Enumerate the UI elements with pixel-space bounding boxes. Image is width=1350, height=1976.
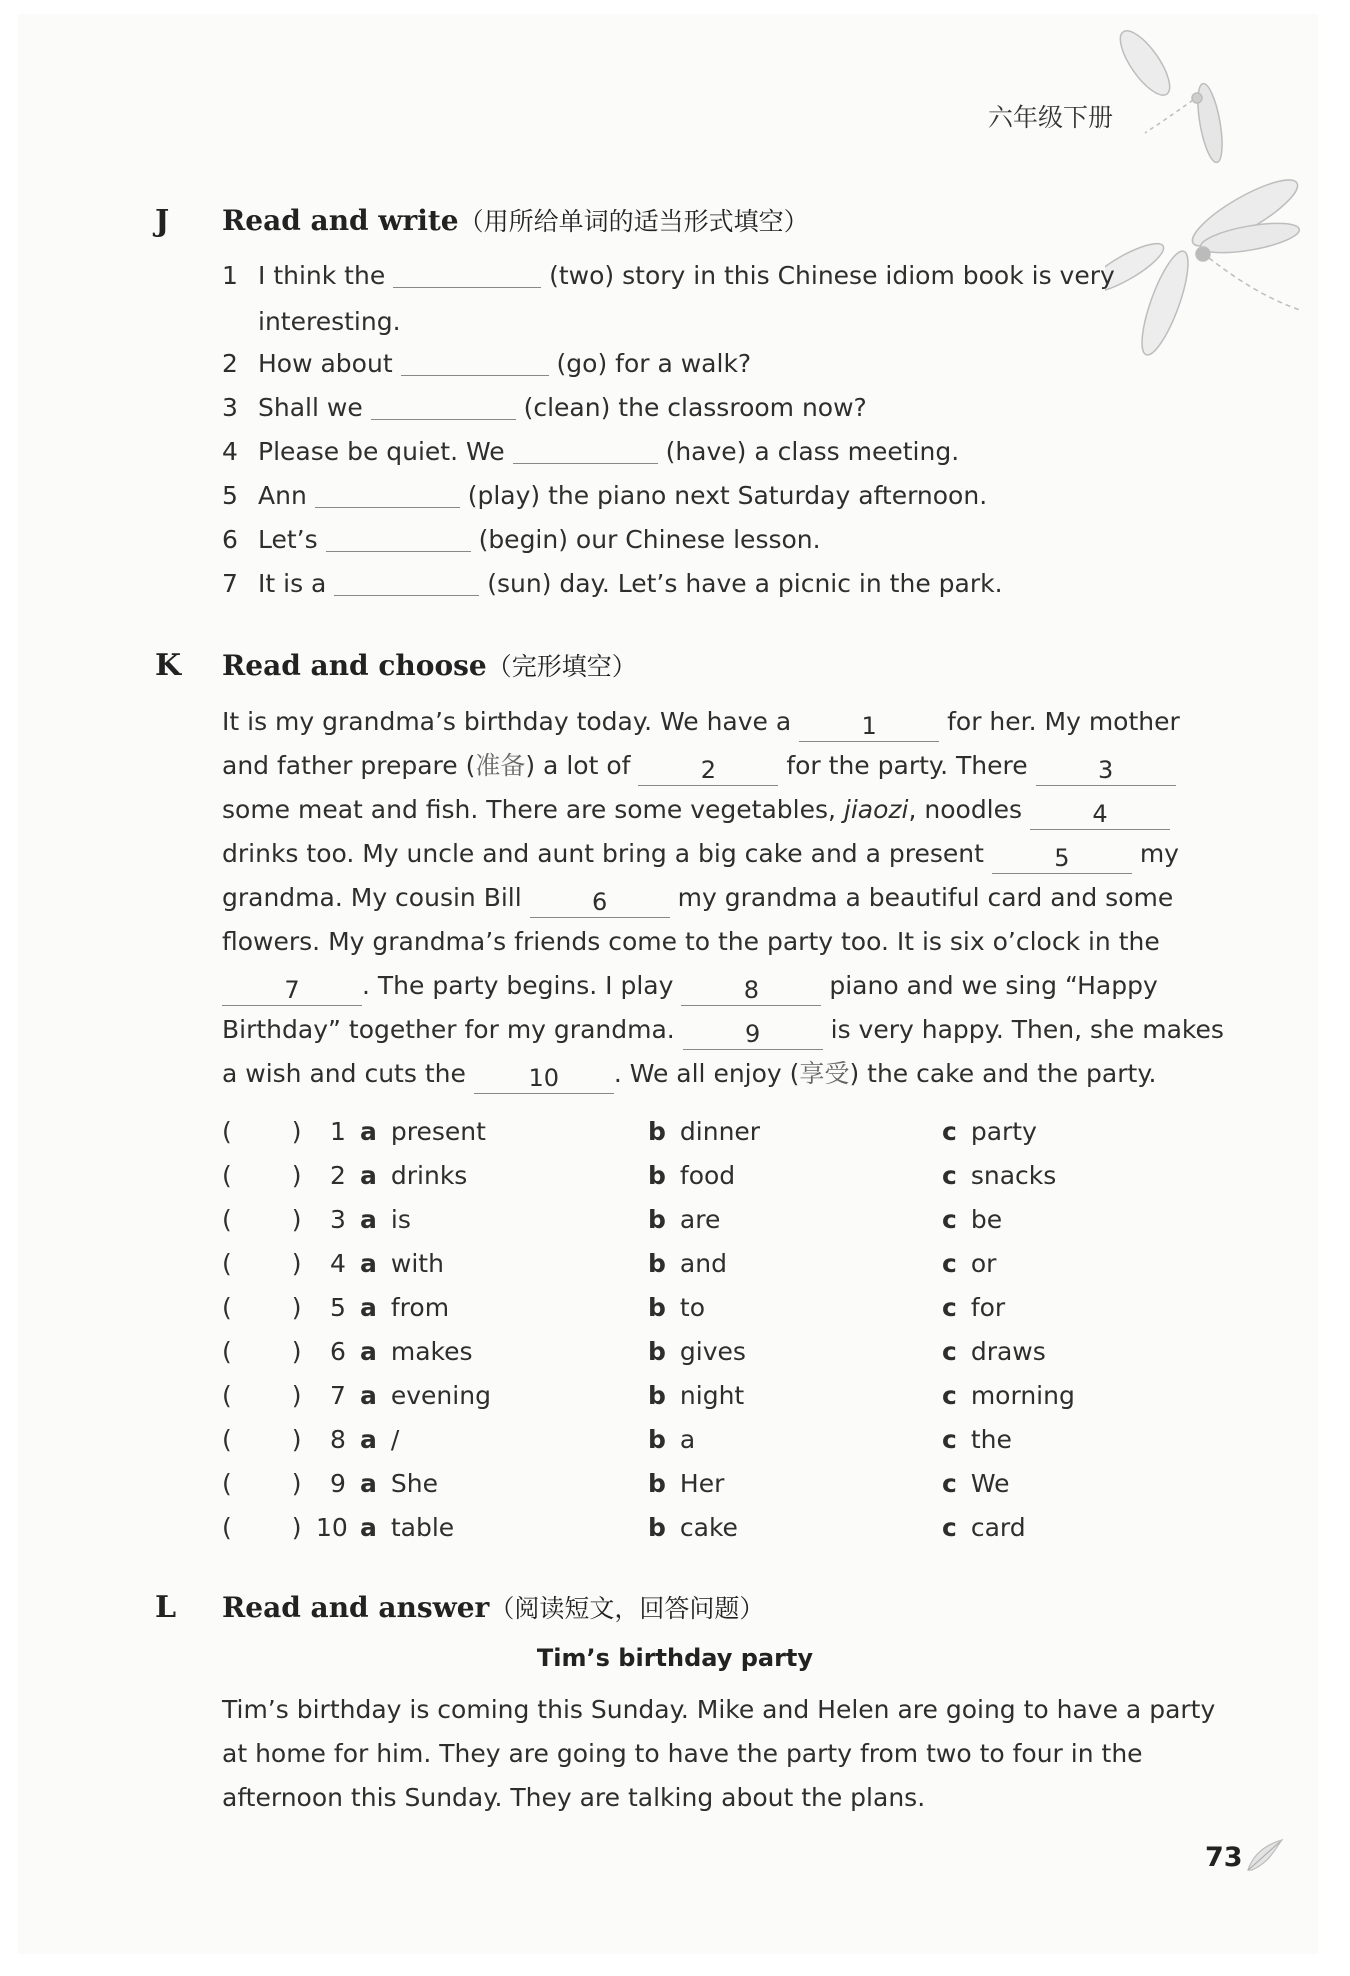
option-text: drinks [390,1161,468,1190]
answer-bracket[interactable]: ( ) [222,1205,302,1234]
passage-text: drinks too. My uncle and aunt bring a big cake and a present [222,839,984,868]
passage-line-2 [222,744,1176,788]
option-letter: a [360,1513,377,1542]
passage-text: grandma. My cousin Bill [222,883,522,912]
option-text: is [390,1205,411,1234]
answer-bracket[interactable]: ( ) [222,1425,302,1454]
answer-bracket[interactable]: ( ) [222,1293,302,1322]
section-l-title-en: Read and answer [222,1591,490,1624]
passage-text: ) the cake and the party. [849,1059,1157,1088]
answer-blank[interactable] [401,345,549,376]
option-letter: c [942,1117,957,1146]
choice-number: 9 [330,1469,346,1498]
answer-blank[interactable] [393,257,541,288]
option-letter: a [360,1249,377,1278]
passage-text: . We all enjoy ( [613,1059,800,1088]
section-j-letter: J [155,204,170,239]
answer-bracket[interactable]: ( ) [222,1337,302,1366]
choice-number: 6 [330,1337,346,1366]
option-b[interactable] [648,1110,760,1154]
option-a[interactable] [360,1462,438,1506]
item-text: Please be quiet. We [258,437,505,466]
option-text: are [679,1205,721,1234]
cloze-blank[interactable]: 10 [474,1063,614,1094]
option-letter: c [942,1513,957,1542]
item-hint: (play) the piano next Saturday afternoon. [467,481,988,510]
section-l-title [222,1589,764,1625]
option-letter: a [360,1205,377,1234]
option-text: Her [679,1469,725,1498]
option-a[interactable] [360,1330,473,1374]
option-letter: b [648,1337,666,1366]
leaf-icon [1244,1838,1284,1874]
item-hint: (have) a class meeting. [665,437,960,466]
option-b[interactable] [648,1374,744,1418]
option-text: present [390,1117,486,1146]
choice-number: 2 [330,1161,346,1190]
passage-line-9 [222,1052,1157,1096]
option-letter: b [648,1425,666,1454]
exercise-j-7 [222,562,1003,606]
option-text: She [390,1469,438,1498]
option-c[interactable] [942,1462,1009,1506]
passage-line-8 [222,1008,1224,1052]
option-text: to [679,1293,706,1322]
option-c[interactable] [942,1242,996,1286]
option-letter: b [648,1249,666,1278]
option-letter: c [942,1337,957,1366]
exercise-j-1 [222,254,1115,298]
item-number: 5 [222,481,238,510]
passage-text: , noodles [908,795,1023,824]
option-letter: c [942,1381,957,1410]
cloze-blank[interactable]: 7 [222,975,362,1006]
option-letter: b [648,1381,666,1410]
story-line: at home for him. They are going to have the party from two to four in the [222,1739,1143,1768]
option-text: food [679,1161,736,1190]
option-c[interactable] [942,1286,1005,1330]
item-text: Ann [258,481,307,510]
passage-gloss: 享受 [799,1059,850,1088]
option-text: the [970,1425,1012,1454]
option-c[interactable] [942,1506,1026,1550]
cloze-blank[interactable]: 3 [1036,755,1176,786]
option-letter: b [648,1205,666,1234]
page-number: 73 [1205,1842,1243,1873]
section-k-title [222,647,637,683]
option-text: snacks [970,1161,1057,1190]
option-letter: c [942,1293,957,1322]
passage-line-1 [222,700,1180,744]
option-text: draws [970,1337,1046,1366]
option-text: dinner [679,1117,761,1146]
option-a[interactable] [360,1242,444,1286]
item-number: 1 [222,261,238,290]
option-text: makes [390,1337,473,1366]
story-title: Tim’s birthday party [536,1644,814,1672]
option-c[interactable] [942,1330,1046,1374]
item-hint: (go) for a walk? [556,349,752,378]
choice-number: 4 [330,1249,346,1278]
exercise-j-5 [222,474,987,518]
answer-bracket[interactable]: ( ) [222,1117,302,1146]
option-c[interactable] [942,1110,1037,1154]
option-text: for [970,1293,1006,1322]
option-letter: a [360,1337,377,1366]
exercise-j-3 [222,386,867,430]
option-text: table [390,1513,455,1542]
section-j-title-cn: （用所给单词的适当形式填空） [458,207,809,236]
option-text: with [390,1249,444,1278]
passage-text: flowers. My grandma’s friends come to the party too. It is six o’clock in the [222,927,1160,956]
dragonfly-icon [1105,18,1315,368]
answer-blank[interactable] [513,433,658,464]
option-text: card [970,1513,1026,1542]
item-hint: (two) story in this Chinese idiom book is very [549,261,1115,290]
option-b[interactable] [648,1506,738,1550]
option-letter: b [648,1469,666,1498]
option-letter: b [648,1161,666,1190]
cloze-blank[interactable]: 4 [1030,799,1170,830]
option-letter: a [360,1469,377,1498]
option-a[interactable] [360,1198,411,1242]
item-number: 3 [222,393,238,422]
cloze-blank[interactable]: 2 [638,755,778,786]
item-number: 7 [222,569,238,598]
choice-number: 8 [330,1425,346,1454]
passage-text: for her. My mother [947,707,1180,736]
answer-bracket[interactable]: ( ) [222,1161,302,1190]
option-letter: a [360,1117,377,1146]
passage-text: my [1139,839,1179,868]
passage-text: Birthday” together for my grandma. [222,1015,675,1044]
answer-bracket[interactable]: ( ) [222,1469,302,1498]
passage-line-4 [222,832,1179,876]
option-text: night [679,1381,745,1410]
cloze-blank[interactable]: 8 [681,975,821,1006]
option-c[interactable] [942,1374,1075,1418]
answer-bracket[interactable]: ( ) [222,1513,302,1542]
cloze-blank[interactable]: 1 [799,711,939,742]
option-text: be [970,1205,1003,1234]
exercise-j-1-cont [258,300,401,344]
passage-text: piano and we sing “Happy [829,971,1158,1000]
option-a[interactable] [360,1154,467,1198]
option-letter: a [360,1425,377,1454]
option-text: gives [679,1337,746,1366]
answer-bracket[interactable]: ( ) [222,1249,302,1278]
option-text: party [970,1117,1037,1146]
exercise-j-4 [222,430,959,474]
passage-text: . The party begins. I play [362,971,674,1000]
option-a[interactable] [360,1286,449,1330]
option-letter: b [648,1293,666,1322]
option-letter: c [942,1425,957,1454]
passage-line-5 [222,876,1173,920]
section-k-letter: K [155,648,182,683]
option-text: evening [390,1381,491,1410]
item-hint: (begin) our Chinese lesson. [478,525,821,554]
option-b[interactable] [648,1198,720,1242]
option-b[interactable] [648,1154,735,1198]
option-a[interactable] [360,1418,399,1462]
section-k-title-cn: （完形填空） [486,652,637,681]
answer-blank[interactable] [326,521,471,552]
item-text: Shall we [258,393,363,422]
section-j-title [222,202,809,238]
choice-number: 3 [330,1205,346,1234]
option-letter: b [648,1513,666,1542]
passage-text: a wish and cuts the [222,1059,466,1088]
option-text: cake [679,1513,738,1542]
choice-number: 10 [316,1513,348,1542]
option-a[interactable] [360,1374,491,1418]
cloze-blank[interactable]: 6 [530,887,670,918]
option-text: We [970,1469,1010,1498]
option-letter: c [942,1469,957,1498]
option-letter: a [360,1293,377,1322]
option-letter: a [360,1161,377,1190]
item-number: 4 [222,437,238,466]
section-k-title-en: Read and choose [222,649,487,682]
option-b[interactable] [648,1286,705,1330]
option-c[interactable] [942,1154,1056,1198]
option-c[interactable] [942,1418,1012,1462]
grade-label: 六年级下册 [988,103,1114,132]
passage-gloss: 准备 [475,751,526,780]
option-a[interactable] [360,1506,454,1550]
passage-text: is very happy. Then, she makes [830,1015,1224,1044]
item-text: I think the [258,261,386,290]
choice-number: 5 [330,1293,346,1322]
section-l-letter: L [155,1590,177,1625]
choice-number: 1 [330,1117,346,1146]
passage-text: for the party. There [786,751,1028,780]
story-line: Tim’s birthday is coming this Sunday. Mike and Helen are going to have a party [222,1695,1216,1724]
item-text: Let’s [258,525,318,554]
answer-bracket[interactable]: ( ) [222,1381,302,1410]
item-hint: (clean) the classroom now? [523,393,867,422]
option-c[interactable] [942,1198,1002,1242]
option-text: and [679,1249,727,1278]
exercise-j-2 [222,342,751,386]
passage-text: my grandma a beautiful card and some [677,883,1174,912]
option-a[interactable] [360,1110,486,1154]
option-b[interactable] [648,1330,746,1374]
cloze-blank[interactable]: 9 [683,1019,823,1050]
option-b[interactable] [648,1242,727,1286]
passage-line-3 [222,788,1170,832]
choice-number: 7 [330,1381,346,1410]
story-line: afternoon this Sunday. They are talking about the plans. [222,1783,926,1812]
passage-italic: jiaozi [843,795,909,824]
item-number: 2 [222,349,238,378]
answer-blank[interactable] [315,477,460,508]
answer-blank[interactable] [371,389,516,420]
item-hint: (sun) day. Let’s have a picnic in the park. [487,569,1003,598]
option-b[interactable] [648,1418,695,1462]
passage-line-7 [222,964,1158,1008]
item-text: It is a [258,569,327,598]
section-j-title-en: Read and write [222,204,459,237]
option-text: / [390,1425,400,1454]
option-text: a [679,1425,696,1454]
option-text: morning [970,1381,1075,1410]
option-letter: c [942,1249,957,1278]
passage-text: ) a lot of [525,751,631,780]
passage-text: some meat and fish. There are some vegetables, [222,795,836,824]
option-letter: c [942,1205,957,1234]
option-letter: c [942,1161,957,1190]
option-letter: b [648,1117,666,1146]
passage-line-6 [222,920,1160,964]
item-text: interesting. [258,307,401,336]
cloze-blank[interactable]: 5 [992,843,1132,874]
option-text: or [970,1249,997,1278]
passage-text: It is my grandma’s birthday today. We have a [222,707,792,736]
exercise-j-6 [222,518,821,562]
item-text: How about [258,349,393,378]
section-l-title-cn: （阅读短文，回答问题） [489,1594,765,1623]
option-b[interactable] [648,1462,724,1506]
item-number: 6 [222,525,238,554]
option-letter: a [360,1381,377,1410]
option-text: from [390,1293,450,1322]
passage-text: and father prepare ( [222,751,476,780]
answer-blank[interactable] [334,565,479,596]
